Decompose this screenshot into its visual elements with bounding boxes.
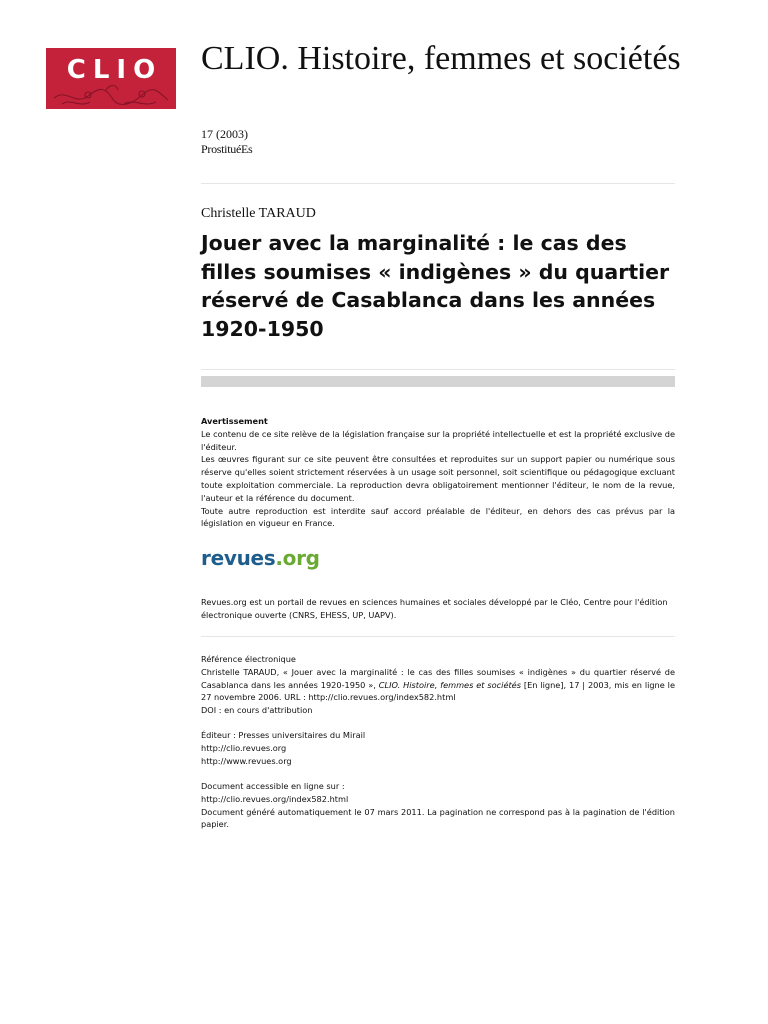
- warning-paragraph: Le contenu de ce site relève de la législation française sur la propriété intellectuelle et est la propriété exclusive de l'éditeur.: [201, 428, 675, 452]
- publisher-link[interactable]: http://clio.revues.org: [201, 742, 287, 753]
- access-link[interactable]: http://clio.revues.org/index582.html: [201, 793, 349, 804]
- revues-org-logo[interactable]: [201, 546, 320, 570]
- portal-description: Revues.org est un portail de revues en sciences humaines et sociales développé par le Cléo, Centre pour l'édition électronique ouverte (CNRS, EHESS, UP, UAPV).: [201, 597, 668, 620]
- issue-theme: ProstituéEs: [201, 142, 253, 156]
- reference-citation: [201, 666, 675, 704]
- clio-logo: [46, 48, 176, 109]
- doi: DOI : en cours d'attribution: [201, 705, 313, 716]
- divider: [201, 636, 675, 637]
- publisher-block: [201, 729, 675, 767]
- revues-logo-part2: .org: [275, 546, 320, 570]
- warning-paragraph: Toute autre reproduction est interdite sauf accord préalable de l'éditeur, en dehors des cas prévus par la législation en vigueur en France.: [201, 505, 675, 529]
- issue-number: 17 (2003): [201, 127, 248, 141]
- access-block: [201, 780, 675, 831]
- electronic-reference: [201, 653, 675, 717]
- issue-info: [201, 127, 252, 157]
- reference-label: Référence électronique: [201, 654, 296, 664]
- warning-block: [201, 415, 675, 530]
- revues-logo-part1: revues: [201, 546, 276, 570]
- journal-title: CLIO. Histoire, femmes et sociétés: [201, 40, 681, 77]
- citation-start: Christelle TARAUD, « Jouer avec la marginalité : le cas des filles soumises « indigènes » du quartier réservé de Casablanca dans les années 1920-1950 »,: [201, 666, 675, 690]
- article-title: Jouer avec la marginalité : le cas des filles soumises « indigènes » du quartier réservé de Casablanca dans les années 1920-1950: [201, 231, 670, 341]
- generated-note: Document généré automatiquement le 07 mars 2011. La pagination ne correspond pas à la pagination de l'édition papier.: [201, 806, 675, 830]
- access-label: Document accessible en ligne sur :: [201, 781, 345, 791]
- citation-journal: CLIO. Histoire, femmes et sociétés: [378, 679, 521, 690]
- divider: [201, 183, 675, 184]
- publisher-name: Éditeur : Presses universitaires du Mirail: [201, 730, 366, 740]
- warning-title: Avertissement: [201, 416, 268, 426]
- gray-bar: [201, 376, 675, 387]
- article-author: Christelle TARAUD: [201, 206, 316, 221]
- warning-paragraph: Les œuvres figurant sur ce site peuvent être consultées et reproduites sur un support papier ou numérique sous réserve qu'elles soient strictement réservées à un usage soit personnel, soit scientifique ou pédagogique excluant toute exploitation commerciale. La reproduction devra obligatoirement mentionner l'éditeur, le nom de la revue, l'auteur et la référence du document.: [201, 454, 675, 503]
- citation-end[interactable]: [En ligne], 17 | 2003, mis en ligne le 27 novembre 2006. URL : http://clio.revues.org/index582.html: [201, 679, 675, 703]
- logo-text: CLIO: [66, 55, 163, 85]
- publisher-link[interactable]: http://www.revues.org: [201, 755, 292, 766]
- divider: [201, 369, 675, 370]
